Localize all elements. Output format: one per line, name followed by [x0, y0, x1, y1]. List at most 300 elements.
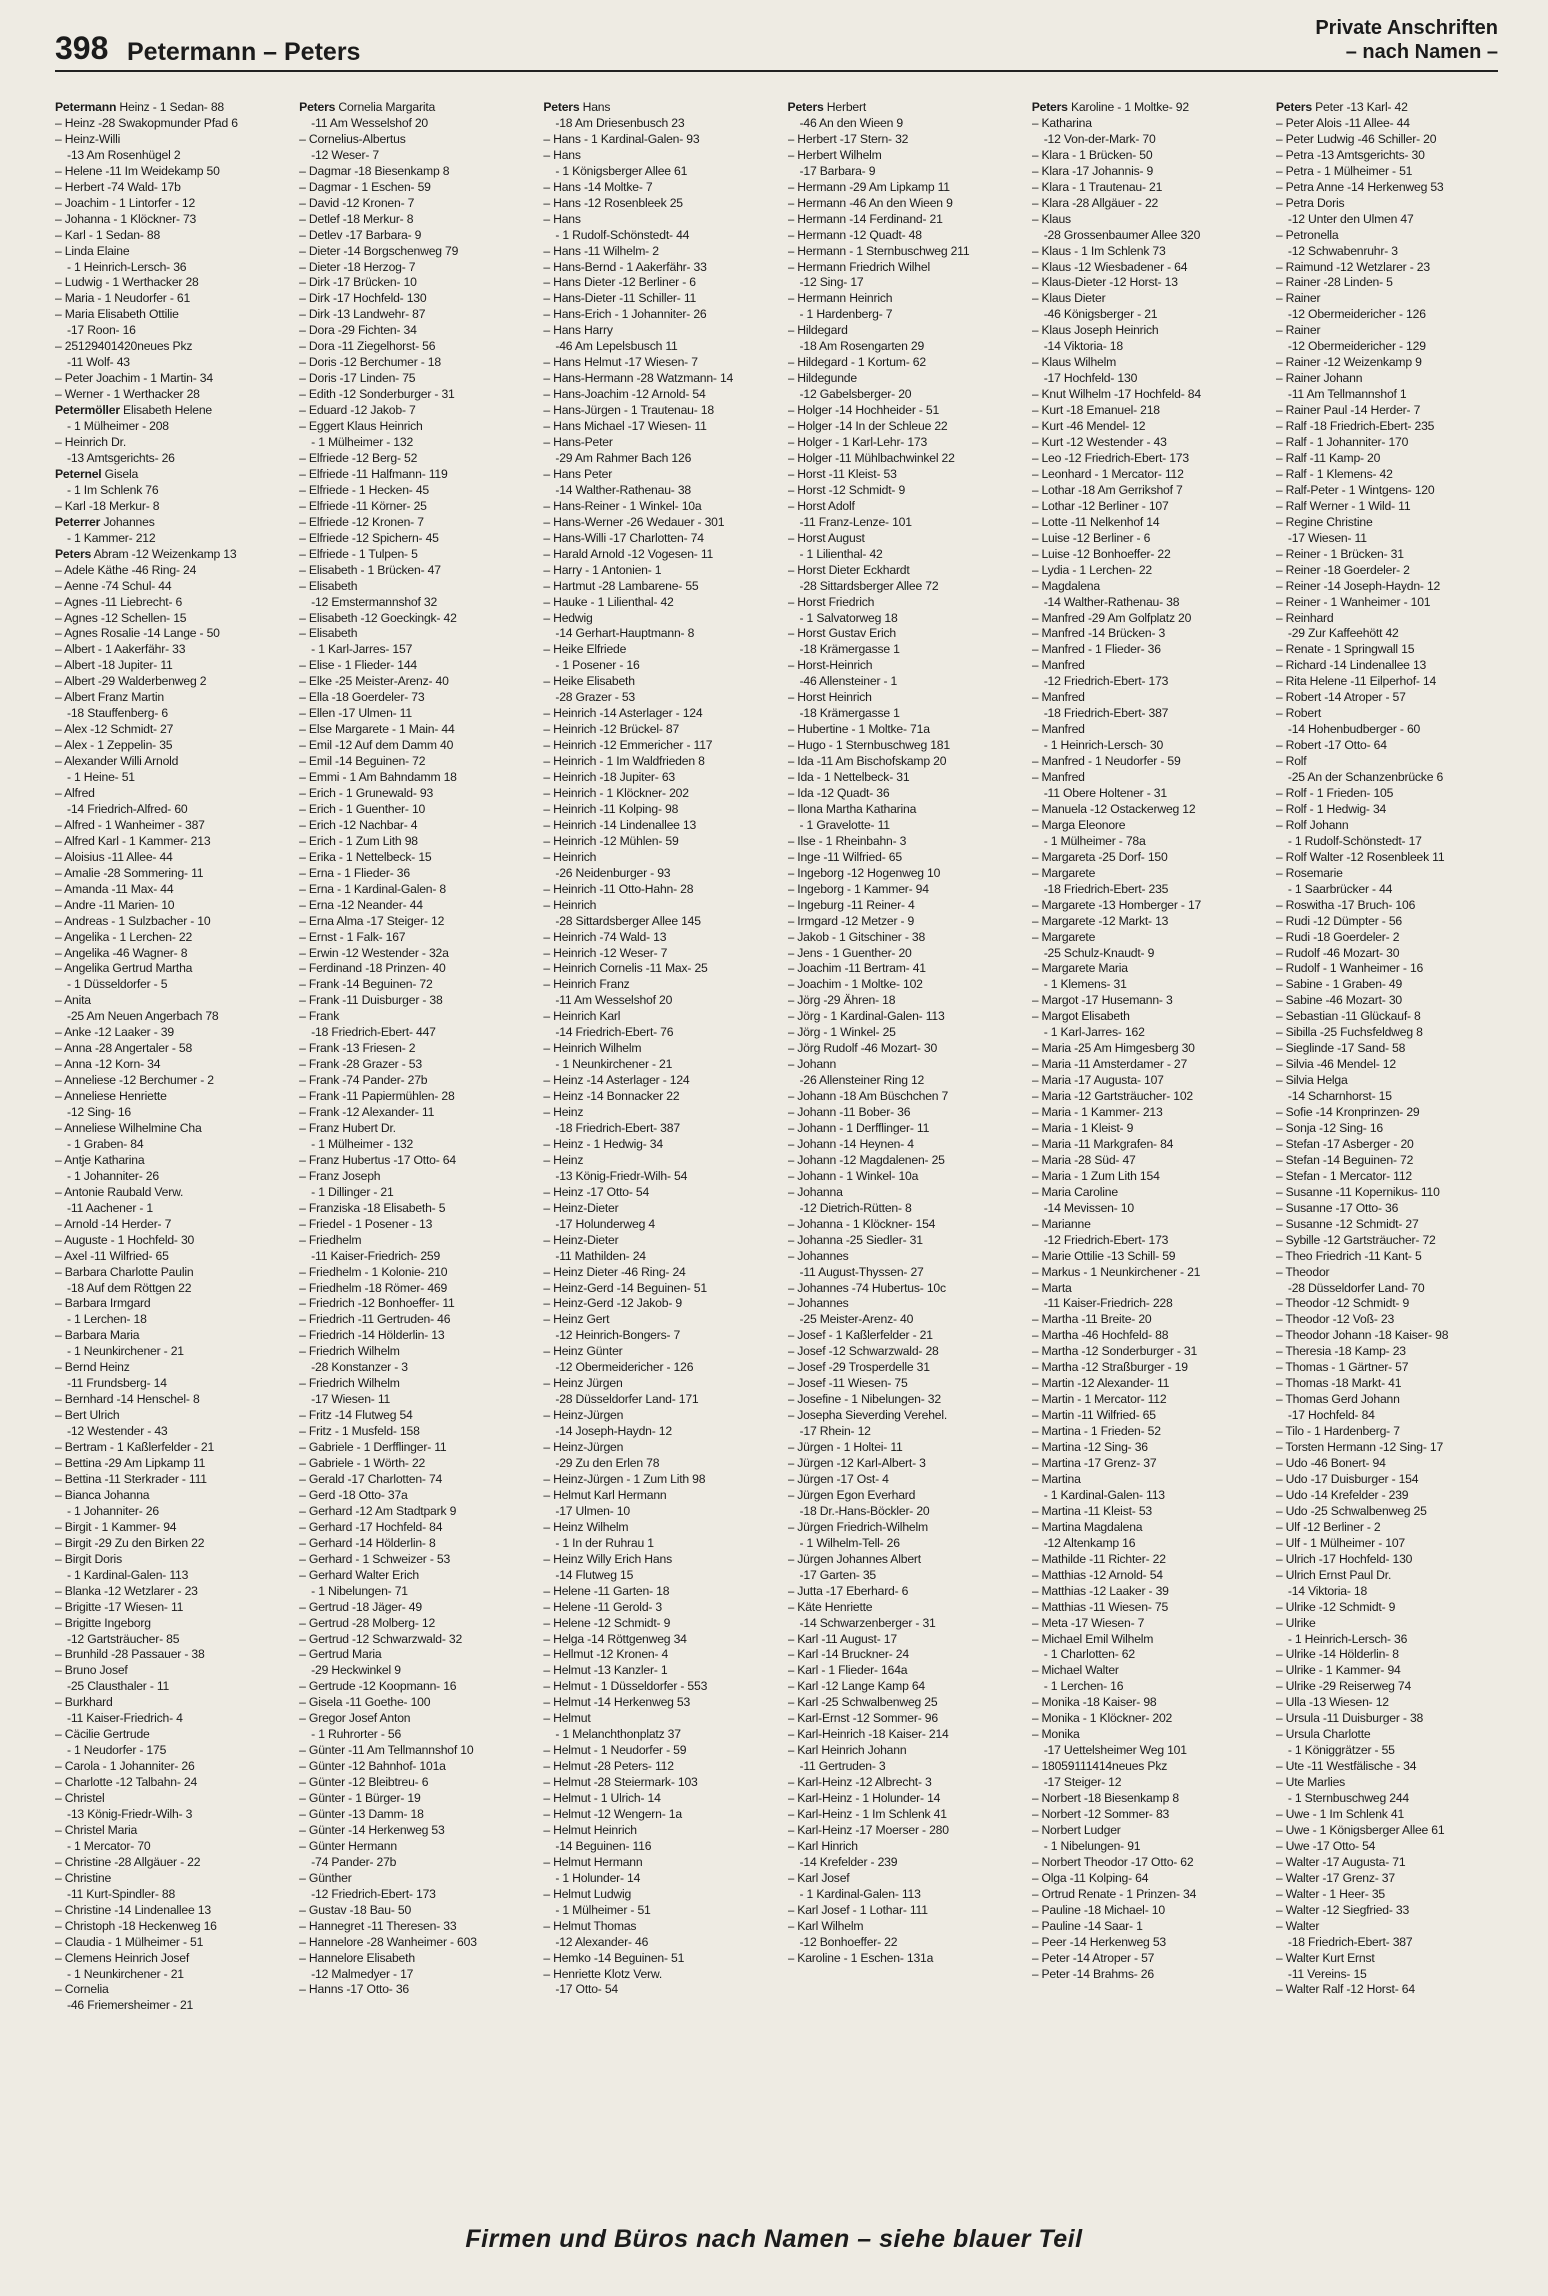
directory-entry — [299, 738, 533, 754]
directory-entry — [1276, 946, 1510, 962]
directory-entry — [788, 355, 1022, 371]
directory-entry — [1276, 180, 1510, 196]
entry-text: - 1 Lerchen- 18 — [67, 1312, 147, 1327]
directory-entry — [788, 148, 1022, 164]
directory-entry — [543, 1775, 777, 1791]
directory-entry — [1032, 690, 1266, 706]
directory-entry — [1032, 1775, 1266, 1791]
directory-entry — [299, 1041, 533, 1057]
directory-entry — [1276, 1663, 1510, 1679]
entry-text: – Agnes Rosalie -14 Lange - 50 — [55, 626, 220, 641]
directory-entry — [1276, 387, 1510, 403]
entry-text: – Erna - 1 Kardinal-Galen- 8 — [299, 881, 446, 896]
entry-text: – Jakob - 1 Gitschiner - 38 — [787, 929, 926, 944]
entry-text: – Jörg - 1 Winkel- 25 — [787, 1025, 896, 1040]
directory-entry — [299, 467, 533, 483]
directory-entry — [299, 611, 533, 627]
entry-text: – Robert — [1275, 706, 1322, 721]
directory-entry — [55, 1807, 289, 1823]
entry-text: – Ingeborg -12 Hogenweg 10 — [787, 865, 941, 880]
entry-text: -25 An der Schanzenbrücke 6 — [1287, 770, 1444, 785]
entry-text: – Karl-Heinz - 1 Holunder- 14 — [787, 1791, 941, 1806]
directory-entry — [1276, 531, 1510, 547]
directory-entry — [1276, 1344, 1510, 1360]
directory-entry — [299, 132, 533, 148]
directory-entry — [788, 132, 1022, 148]
entry-text: – Karl -18 Merkur- 8 — [55, 498, 160, 513]
directory-entry — [1276, 339, 1510, 355]
directory-entry — [788, 260, 1022, 276]
directory-entry — [543, 1919, 777, 1935]
directory-entry — [1032, 754, 1266, 770]
entry-text: – Jürgen - 1 Holtei- 11 — [787, 1440, 903, 1455]
entry-text: – Frank -11 Papiermühlen- 28 — [299, 1089, 455, 1104]
directory-entry — [788, 946, 1022, 962]
directory-entry — [1276, 930, 1510, 946]
directory-entry — [1032, 1919, 1266, 1935]
directory-entry — [788, 930, 1022, 946]
directory-entry — [55, 1711, 289, 1727]
entry-text: Herbert — [823, 100, 867, 114]
entry-text: – Reiner - 1 Brücken- 31 — [1275, 546, 1404, 561]
directory-entry — [299, 674, 533, 690]
directory-entry — [1032, 196, 1266, 212]
entry-text: – Maria -28 Süd- 47 — [1031, 1152, 1136, 1167]
entry-text: – Bruno Josef — [55, 1663, 128, 1678]
directory-entry — [543, 658, 777, 674]
directory-entry — [788, 770, 1022, 786]
directory-entry — [788, 1424, 1022, 1440]
entry-text: – Helmut Hermann — [543, 1854, 643, 1869]
entry-text: – Udo -25 Schwalbenweg 25 — [1275, 1503, 1427, 1518]
entry-text: – Helene -11 Gerold- 3 — [543, 1599, 663, 1614]
directory-entry — [1032, 1759, 1266, 1775]
directory-entry — [543, 1041, 777, 1057]
entry-text: – Manuela -12 Ostackerweg 12 — [1031, 801, 1196, 816]
directory-entry — [1276, 1871, 1510, 1887]
entry-text: – Heinz-Gerd -14 Beguinen- 51 — [543, 1280, 707, 1295]
directory-entry — [299, 1456, 533, 1472]
directory-entry — [55, 1249, 289, 1265]
directory-entry — [55, 291, 289, 307]
entry-text: – Dora -11 Ziegelhorst- 56 — [299, 339, 436, 354]
directory-entry — [788, 1855, 1022, 1871]
entry-text: -46 Allensteiner - 1 — [799, 674, 898, 689]
entry-text: Peter -13 Karl- 42 — [1311, 100, 1408, 114]
directory-entry — [55, 1073, 289, 1089]
entry-text: -46 Am Lepelsbusch 11 — [555, 339, 678, 354]
entry-text: -18 Friedrich-Ebert- 387 — [1287, 1934, 1413, 1949]
entry-text: Gisela — [101, 466, 139, 481]
directory-entry — [1032, 1456, 1266, 1472]
directory-entry — [1032, 1839, 1266, 1855]
directory-entry — [1276, 818, 1510, 834]
directory-entry — [1276, 164, 1510, 180]
directory-entry — [1032, 898, 1266, 914]
directory-entry — [55, 371, 289, 387]
entry-text: – Karl-Heinrich -18 Kaiser- 214 — [787, 1727, 949, 1742]
entry-text: – Günther — [299, 1870, 352, 1885]
directory-entry — [299, 930, 533, 946]
entry-text: – Rolf - 1 Frieden- 105 — [1275, 785, 1394, 800]
entry-text: – Susanne -11 Kopernikus- 110 — [1275, 1184, 1440, 1199]
entry-text: -28 Grossenbaumer Allee 320 — [1043, 227, 1201, 242]
entry-text: – Udo -46 Bonert- 94 — [1275, 1456, 1386, 1471]
directory-entry — [788, 1935, 1022, 1951]
directory-entry — [543, 626, 777, 642]
directory-entry — [788, 754, 1022, 770]
entry-text: – 18059111414neues Pkz — [1031, 1759, 1168, 1774]
entry-text: - 1 Dillinger - 21 — [311, 1184, 394, 1199]
directory-entry — [55, 499, 289, 515]
entry-text: – Margarete — [1031, 929, 1096, 944]
entry-text: – Kurt -18 Emanuel- 218 — [1031, 403, 1160, 418]
directory-entry — [55, 1281, 289, 1297]
directory-entry — [299, 898, 533, 914]
directory-entry — [1276, 1217, 1510, 1233]
directory-entry — [299, 1105, 533, 1121]
entry-text: – Heinz-Dieter — [543, 1200, 619, 1215]
directory-entry — [788, 212, 1022, 228]
directory-entry — [543, 1089, 777, 1105]
entry-text: – Petronella — [1275, 227, 1339, 242]
entry-text: – Ida -12 Quadt- 36 — [787, 785, 890, 800]
entry-text: - 1 Lilienthal- 42 — [799, 546, 883, 561]
directory-entry — [543, 850, 777, 866]
directory-entry — [543, 1121, 777, 1137]
entry-text: – Petra -13 Amtsgerichts- 30 — [1275, 147, 1425, 162]
entry-text: – Alfred Karl - 1 Kammer- 213 — [55, 833, 211, 848]
entry-text: – Gerhard -12 Am Stadtpark 9 — [299, 1503, 457, 1518]
entry-text: – Hans-Jürgen - 1 Trautenau- 18 — [543, 403, 714, 418]
entry-text: – Helmut -28 Steiermark- 103 — [543, 1775, 698, 1790]
directory-entry — [55, 802, 289, 818]
directory-entry — [1032, 1536, 1266, 1552]
directory-entry — [788, 1488, 1022, 1504]
entry-text: – Heinrich — [543, 897, 597, 912]
directory-entry — [1276, 291, 1510, 307]
entry-text: -29 Zur Kaffeehött 42 — [1287, 626, 1399, 641]
entry-text: – Franz Hubert Dr. — [299, 1121, 396, 1135]
entry-text: – Hans-Bernd - 1 Aakerfähr- 33 — [543, 259, 707, 274]
entry-text: - 1 Gravelotte- 11 — [799, 817, 890, 832]
entry-text: – Sofie -14 Kronprinzen- 29 — [1275, 1105, 1420, 1120]
entry-text: – Hans-Werner -26 Wedauer - 301 — [543, 514, 725, 529]
directory-entry — [543, 818, 777, 834]
directory-entry — [55, 1775, 289, 1791]
directory-entry — [1276, 483, 1510, 499]
directory-entry — [788, 1137, 1022, 1153]
entry-text: -12 Heinrich-Bongers- 7 — [555, 1328, 681, 1343]
entry-text: – Hans-Joachim -12 Arnold- 54 — [543, 387, 706, 402]
entry-text: – Inge -11 Wilfried- 65 — [787, 849, 902, 864]
entry-text: – Horst Friedrich — [787, 594, 875, 609]
entry-text: – Heinrich -11 Kolping- 98 — [543, 801, 679, 816]
directory-entry — [788, 1951, 1022, 1967]
directory-entry — [299, 866, 533, 882]
entry-text: – Ulrike -14 Hölderlin- 8 — [1275, 1647, 1399, 1662]
entry-text: - 1 Königsberger Allee 61 — [555, 163, 688, 178]
entry-text: -12 Emstermannshof 32 — [311, 594, 438, 609]
directory-entry — [788, 275, 1022, 291]
entry-text: -29 Am Rahmer Bach 126 — [555, 450, 692, 465]
directory-entry — [55, 1791, 289, 1807]
directory-entry — [1032, 1807, 1266, 1823]
directory-entry — [299, 1057, 533, 1073]
directory-entry — [1276, 132, 1510, 148]
entry-text: – Cäcilie Gertrude — [55, 1727, 150, 1742]
entry-text: – Sibilla -25 Fuchsfeldweg 8 — [1275, 1025, 1423, 1040]
directory-entry — [1032, 1041, 1266, 1057]
directory-column — [788, 100, 1022, 2205]
entry-text: -12 Friedrich-Ebert- 173 — [1043, 674, 1169, 689]
directory-column — [543, 100, 777, 2205]
entry-text: – Marga Eleonore — [1031, 817, 1126, 832]
entry-text: - 1 Kardinal-Galen- 113 — [799, 1886, 921, 1901]
entry-text: – Manfred -29 Am Golfplatz 20 — [1031, 610, 1192, 625]
directory-entry — [543, 993, 777, 1009]
entry-text: - 1 Königgrätzer - 55 — [1287, 1743, 1395, 1758]
entry-text: -14 Gerhart-Hauptmann- 8 — [555, 626, 695, 641]
entry-text: – Manfred — [1031, 658, 1085, 673]
entry-text: – Ilona Martha Katharina — [787, 801, 917, 816]
directory-entry — [299, 307, 533, 323]
directory-entry — [299, 1711, 533, 1727]
directory-entry — [55, 1488, 289, 1504]
entry-text: - 1 Graben- 84 — [67, 1136, 144, 1151]
entry-text: – Heinrich -11 Otto-Hahn- 28 — [543, 881, 694, 896]
directory-entry — [299, 260, 533, 276]
entry-text: – Anneliese Wilhelmine Cha — [55, 1121, 202, 1135]
entry-text: – Rolf Walter -12 Rosenbleek 11 — [1275, 849, 1445, 864]
entry-text: – Sonja -12 Sing- 16 — [1275, 1121, 1383, 1135]
page-header — [55, 14, 1498, 72]
entry-text: – Axel -11 Wilfried- 65 — [55, 1248, 169, 1263]
directory-entry — [299, 1249, 533, 1265]
directory-entry — [1276, 834, 1510, 850]
directory-entry — [1276, 355, 1510, 371]
entry-text: -14 Scharnhorst- 15 — [1287, 1089, 1392, 1104]
directory-entry — [1276, 642, 1510, 658]
entry-text: – Walter -17 Augusta- 71 — [1275, 1854, 1406, 1869]
directory-entry — [299, 770, 533, 786]
directory-entry — [1032, 1137, 1266, 1153]
directory-entry — [1032, 1647, 1266, 1663]
entry-text: – Silvia -46 Mendel- 12 — [1275, 1057, 1396, 1072]
entry-text: -25 Clausthaler - 11 — [67, 1679, 170, 1694]
directory-entry — [1276, 1600, 1510, 1616]
entry-text: -18 Friedrich-Ebert- 387 — [1043, 706, 1169, 721]
directory-entry — [1276, 1568, 1510, 1584]
entry-text: – Stefan -14 Beguinen- 72 — [1275, 1152, 1414, 1167]
directory-entry — [788, 116, 1022, 132]
directory-entry — [1276, 690, 1510, 706]
directory-entry — [543, 1823, 777, 1839]
entry-text: – Klaus Wilhelm — [1031, 355, 1117, 370]
directory-entry — [55, 1472, 289, 1488]
directory-entry — [788, 1600, 1022, 1616]
directory-entry — [1276, 1727, 1510, 1743]
directory-entry — [55, 1376, 289, 1392]
entry-text: – Helmut - 1 Neudorfer - 59 — [543, 1743, 687, 1758]
directory-entry — [1276, 212, 1510, 228]
entry-text: – Manfred — [1031, 770, 1085, 785]
directory-entry — [1032, 882, 1266, 898]
directory-entry — [1032, 1552, 1266, 1568]
entry-text: – Martha -11 Breite- 20 — [1031, 1312, 1152, 1327]
entry-text: – Adele Käthe -46 Ring- 24 — [55, 562, 197, 577]
directory-entry — [299, 180, 533, 196]
directory-columns — [55, 100, 1510, 2205]
entry-text: – Holger -14 In der Schleue 22 — [787, 419, 948, 434]
directory-entry — [55, 1919, 289, 1935]
entry-text: – Reiner -14 Joseph-Haydn- 12 — [1275, 578, 1441, 593]
directory-entry — [1032, 1249, 1266, 1265]
entry-text: – Maria -12 Gartsträucher- 102 — [1031, 1089, 1193, 1104]
entry-text: – Doris -17 Linden- 75 — [299, 371, 416, 386]
surname-heading: Petermöller — [55, 403, 120, 418]
directory-entry — [55, 1536, 289, 1552]
directory-entry — [1276, 1552, 1510, 1568]
directory-entry — [1032, 1711, 1266, 1727]
entry-text: – Heinz — [543, 1152, 584, 1167]
entry-text: – Uwe - 1 Königsberger Allee 61 — [1275, 1822, 1445, 1837]
section-title-line-2: – nach Namen – — [1345, 41, 1498, 63]
entry-text: – Heinz — [543, 1105, 584, 1120]
entry-text: – Elfriede -12 Kronen- 7 — [299, 514, 424, 529]
entry-text: – Ralf - 1 Johanniter- 170 — [1275, 435, 1409, 450]
directory-entry — [1276, 260, 1510, 276]
page-title: Petermann – Peters — [127, 38, 361, 66]
directory-entry — [299, 1775, 533, 1791]
directory-entry — [1032, 515, 1266, 531]
entry-text: -11 Franz-Lenze- 101 — [799, 514, 912, 529]
entry-text: -14 Viktoria- 18 — [1043, 339, 1123, 354]
entry-text: – Norbert -18 Biesenkamp 8 — [1031, 1791, 1179, 1806]
directory-entry — [543, 898, 777, 914]
entry-text: – Hans Helmut -17 Wiesen- 7 — [543, 355, 698, 370]
directory-entry — [788, 658, 1022, 674]
entry-text: – Heinz-Gerd -12 Jakob- 9 — [543, 1296, 682, 1311]
directory-entry — [1276, 770, 1510, 786]
directory-entry — [1032, 1520, 1266, 1536]
entry-text: Johannes — [100, 514, 155, 529]
directory-entry — [1276, 1408, 1510, 1424]
entry-text: – Sabine -46 Mozart- 30 — [1275, 993, 1403, 1008]
entry-text: – Kurt -12 Westender - 43 — [1031, 435, 1167, 450]
directory-entry — [1276, 323, 1510, 339]
directory-entry — [55, 993, 289, 1009]
entry-text: – Theodor Johann -18 Kaiser- 98 — [1275, 1328, 1449, 1343]
directory-entry — [299, 1392, 533, 1408]
directory-entry — [55, 595, 289, 611]
entry-text: – Bert Ulrich — [55, 1408, 120, 1423]
directory-entry — [1032, 499, 1266, 515]
directory-entry — [543, 1695, 777, 1711]
directory-entry — [543, 116, 777, 132]
directory-entry — [543, 834, 777, 850]
entry-text: – Hermann -29 Am Lipkamp 11 — [787, 179, 950, 194]
directory-entry — [55, 914, 289, 930]
entry-text: -14 Beguinen- 116 — [555, 1838, 652, 1853]
directory-entry — [299, 148, 533, 164]
directory-entry — [1276, 244, 1510, 260]
directory-entry — [1276, 850, 1510, 866]
directory-entry — [543, 212, 777, 228]
directory-entry — [788, 180, 1022, 196]
entry-text: – Hans-Erich - 1 Johanniter- 26 — [543, 307, 707, 322]
directory-entry — [543, 1568, 777, 1584]
directory-entry — [788, 1472, 1022, 1488]
entry-text: -11 Mathilden- 24 — [555, 1248, 646, 1263]
directory-entry — [543, 1233, 777, 1249]
directory-entry — [788, 738, 1022, 754]
entry-text: – Anneliese -12 Berchumer - 2 — [55, 1073, 214, 1088]
entry-text: - 1 Posener - 16 — [555, 658, 640, 673]
directory-entry — [1276, 914, 1510, 930]
entry-text: – Theodor -12 Voß- 23 — [1275, 1312, 1395, 1327]
entry-text: – Hauke - 1 Lilienthal- 42 — [543, 594, 674, 609]
entry-text: – Heinz-Willi — [55, 131, 121, 146]
entry-text: – Jutta -17 Eberhard- 6 — [787, 1583, 909, 1598]
directory-entry — [1032, 595, 1266, 611]
entry-text: – Susanne -12 Schmidt- 27 — [1275, 1216, 1419, 1231]
directory-entry — [788, 1823, 1022, 1839]
directory-entry — [543, 1281, 777, 1297]
directory-entry — [299, 1807, 533, 1823]
directory-entry — [299, 531, 533, 547]
directory-entry — [788, 1743, 1022, 1759]
surname-heading: Peters — [299, 100, 336, 114]
entry-text: – Peer -14 Herkenweg 53 — [1031, 1934, 1166, 1949]
directory-entry — [55, 1185, 289, 1201]
directory-entry — [1032, 1217, 1266, 1233]
entry-text: -11 Am Wesselshof 20 — [311, 115, 428, 130]
entry-text: – Aenne -74 Schul- 44 — [55, 578, 172, 593]
entry-text: – Emmi - 1 Am Bahndamm 18 — [299, 770, 457, 785]
surname-heading: Peters — [1031, 100, 1068, 114]
entry-text: – Helmut -28 Peters- 112 — [543, 1759, 674, 1774]
directory-entry — [1276, 579, 1510, 595]
directory-entry — [55, 1887, 289, 1903]
directory-entry — [788, 1233, 1022, 1249]
entry-text: – Ralf -18 Friedrich-Ebert- 235 — [1275, 419, 1435, 434]
directory-entry — [788, 547, 1022, 563]
directory-entry — [299, 1679, 533, 1695]
entry-text: – Lotte -11 Nelkenhof 14 — [1031, 514, 1160, 529]
directory-entry — [543, 1185, 777, 1201]
entry-text: – Herbert Wilhelm — [787, 147, 882, 162]
entry-text: – Friedhelm — [299, 1232, 362, 1247]
entry-text: – Carola - 1 Johanniter- 26 — [55, 1759, 195, 1774]
directory-entry — [1276, 1647, 1510, 1663]
directory-entry — [788, 228, 1022, 244]
directory-entry — [788, 993, 1022, 1009]
directory-entry — [543, 1424, 777, 1440]
entry-text: – Theresia -18 Kamp- 23 — [1275, 1344, 1406, 1359]
entry-text: -17 Otto- 54 — [555, 1982, 618, 1997]
entry-text: – Heinz Wilhelm — [543, 1519, 629, 1534]
directory-entry — [1276, 1919, 1510, 1935]
entry-text: – Werner - 1 Werthacker 28 — [55, 387, 200, 402]
directory-entry — [299, 993, 533, 1009]
entry-text: – Friedrich -11 Gertruden- 46 — [299, 1312, 451, 1327]
entry-text: – Hans-Reiner - 1 Winkel- 10a — [543, 498, 702, 513]
directory-entry — [55, 531, 289, 547]
directory-entry — [543, 499, 777, 515]
directory-entry — [299, 563, 533, 579]
entry-text: – Emil -12 Auf dem Damm 40 — [299, 738, 454, 753]
